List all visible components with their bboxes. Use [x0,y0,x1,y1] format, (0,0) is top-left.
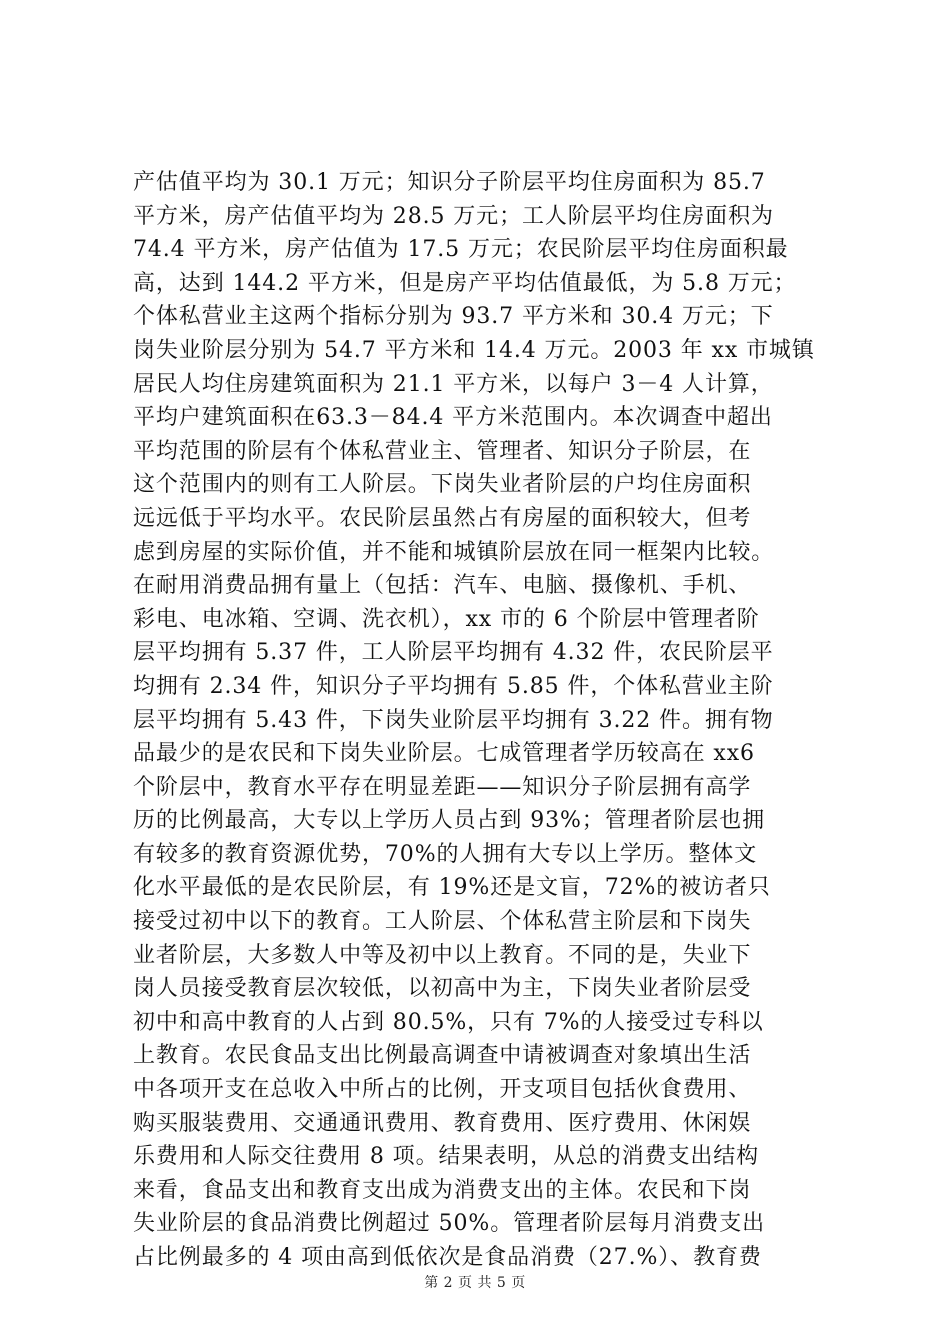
text-line: 在耐用消费品拥有量上（包括：汽车、电脑、摄像机、手机、 [133,573,752,599]
page-number-footer: 第 2 页 共 5 页 [424,1275,526,1291]
text-line: 产估值平均为 30.1 万元；知识分子阶层平均住房面积为 85.7 [133,170,766,195]
text-line: 居民人均住房建筑面积为 21.1 平方米，以每户 3－4 人计算， [133,371,774,397]
text-line: 有较多的教育资源优势，70%的人拥有大专以上学历。整体文 [133,841,758,867]
text-line: 74.4 平方米，房产估值为 17.5 万元；农民阶层平均住房面积最 [133,237,789,263]
text-line: 初中和高中教育的人占到 80.5%，只有 7%的人接受过专科以 [133,1009,764,1035]
text-line: 高，达到 144.2 平方米，但是房产平均估值最低，为 5.8 万元； [133,270,797,296]
text-line: 乐费用和人际交往费用 8 项。结果表明，从总的消费支出结构 [133,1144,760,1170]
text-line: 中各项开支在总收入中所占的比例，开支项目包括伙食费用、 [133,1077,752,1103]
body-text [133,166,823,1275]
text-line: 均拥有 2.34 件，知识分子平均拥有 5.85 件，个体私营业主阶 [133,673,774,699]
text-line: 个体私营业主这两个指标分别为 93.7 平方米和 30.4 万元；下 [133,304,774,330]
text-line: 来看，食品支出和教育支出成为消费支出的主体。农民和下岗 [133,1177,752,1203]
text-line: 失业阶层的食品消费比例超过 50%。管理者阶层每月消费支出 [133,1211,765,1237]
text-line: 品最少的是农民和下岗失业阶层。七成管理者学历较高在 xx6 [133,741,755,767]
text-line: 平方米，房产估值平均为 28.5 万元；工人阶层平均住房面积为 [133,203,774,229]
text-line: 平均范围的阶层有个体私营业主、管理者、知识分子阶层，在 [133,438,752,464]
text-line: 上教育。农民食品支出比例最高调查中请被调查对象填出生活 [133,1043,752,1069]
text-line: 平均户建筑面积在63.3－84.4 平方米范围内。本次调查中超出 [133,405,773,431]
text-line: 业者阶层，大多数人中等及初中以上教育。不同的是，失业下 [133,942,752,968]
text-line: 层平均拥有 5.43 件，下岗失业阶层平均拥有 3.22 件。拥有物 [133,707,774,733]
text-line: 这个范围内的则有工人阶层。下岗失业者阶层的户均住房面积 [133,472,752,498]
text-line: 层平均拥有 5.37 件，工人阶层平均拥有 4.32 件，农民阶层平 [133,640,774,666]
text-line: 虑到房屋的实际价值，并不能和城镇阶层放在同一框架内比较。 [133,539,775,565]
text-line: 岗人员接受教育层次较低，以初高中为主，下岗失业者阶层受 [133,976,752,1002]
text-line: 彩电、电冰箱、空调、洗衣机），xx 市的 6 个阶层中管理者阶 [133,606,760,632]
text-line: 历的比例最高，大专以上学历人员占到 93%；管理者阶层也拥 [133,808,765,834]
text-line: 接受过初中以下的教育。工人阶层、个体私营主阶层和下岗失 [133,909,752,935]
text-line: 岗失业阶层分别为 54.7 平方米和 14.4 万元。2003 年 xx 市城镇 [133,337,815,363]
text-line: 个阶层中，教育水平存在明显差距——知识分子阶层拥有高学 [133,774,752,800]
text-line: 占比例最多的 4 项由高到低依次是食品消费（27.%）、教育费 [133,1245,762,1270]
text-line: 化水平最低的是农民阶层，有 19%还是文盲，72%的被访者只 [133,875,771,901]
text-line: 远远低于平均水平。农民阶层虽然占有房屋的面积较大，但考 [133,505,752,531]
text-line: 购买服装费用、交通通讯费用、教育费用、医疗费用、休闲娱 [133,1110,752,1136]
